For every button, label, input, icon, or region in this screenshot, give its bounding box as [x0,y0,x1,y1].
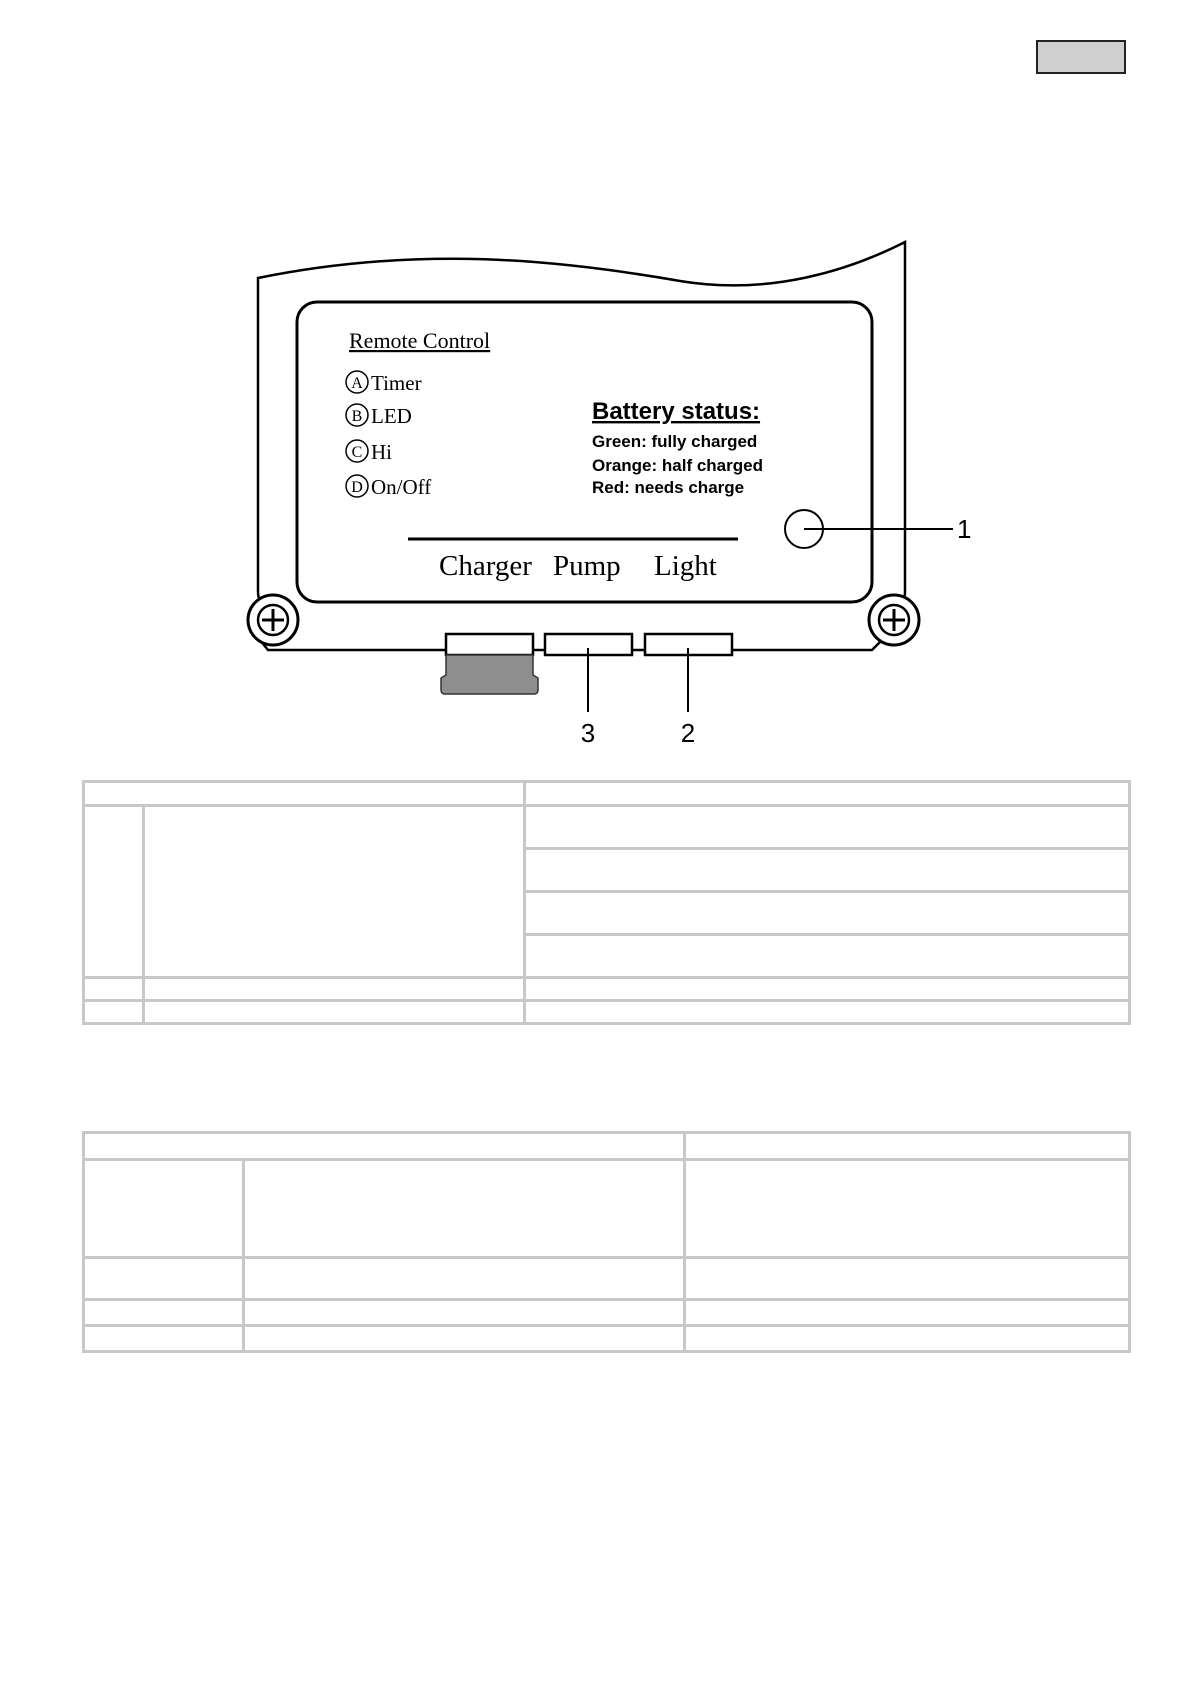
table-cell [84,1300,244,1326]
table-row [84,782,1130,806]
table-cell [685,1133,1130,1160]
table-row [84,1133,1130,1160]
charger-plug [441,655,538,694]
table-row [84,806,1130,849]
svg-text:Timer: Timer [371,371,422,395]
table-1 [82,780,1131,1025]
table-cell [685,1160,1130,1258]
svg-text:Hi: Hi [371,440,392,464]
panel-title: Remote Control [349,328,491,353]
table-cell [525,978,1130,1001]
battery-status-line: Red: needs charge [592,478,745,497]
table-cell [84,978,144,1001]
table-cell [144,978,525,1001]
table-cell [84,1133,685,1160]
table-cell [144,1001,525,1024]
screw-left-icon [248,595,298,645]
table-row [84,978,1130,1001]
table-cell [84,1001,144,1024]
button-legend-item [346,475,431,499]
table-cell [525,782,1130,806]
charger-port [446,634,533,655]
table-cell [244,1160,685,1258]
svg-text:B: B [351,408,363,425]
table-cell [84,1258,244,1300]
table-row [84,1001,1130,1024]
table-row [84,1258,1130,1300]
svg-text:On/Off: On/Off [371,475,432,499]
table-cell [525,1001,1130,1024]
table-cell [525,849,1130,892]
battery-status-line: Green: fully charged [592,432,758,451]
table-cell [685,1258,1130,1300]
port-label-light: Light [654,550,717,582]
table-cell [144,806,525,978]
remote-control-diagram [0,0,1191,760]
table-cell [525,806,1130,849]
callout-number: 2 [680,718,696,748]
screw-right-icon [869,595,919,645]
table-2 [82,1131,1131,1353]
table-row [84,1160,1130,1258]
table-cell [525,892,1130,935]
port-label-charger: Charger [439,550,532,582]
table-cell [244,1326,685,1352]
table-row [84,1326,1130,1352]
table-cell [685,1300,1130,1326]
table-cell [525,935,1130,978]
battery-status-heading: Battery status: [592,398,761,425]
button-legend-item [346,371,422,395]
table-row [84,1300,1130,1326]
table-cell [84,1326,244,1352]
callout-number: 1 [957,514,972,544]
table-cell [84,806,144,978]
button-legend-item [346,404,412,428]
table-cell [84,1160,244,1258]
svg-text:C: C [351,444,363,461]
port-label-pump: Pump [553,550,621,582]
svg-text:LED: LED [371,404,412,428]
table-cell [244,1258,685,1300]
svg-text:D: D [351,479,363,496]
table-cell [685,1326,1130,1352]
callout-number: 3 [580,718,596,748]
table-cell [84,782,525,806]
svg-text:A: A [351,375,363,392]
table-cell [244,1300,685,1326]
battery-status-line: Orange: half charged [592,456,763,475]
